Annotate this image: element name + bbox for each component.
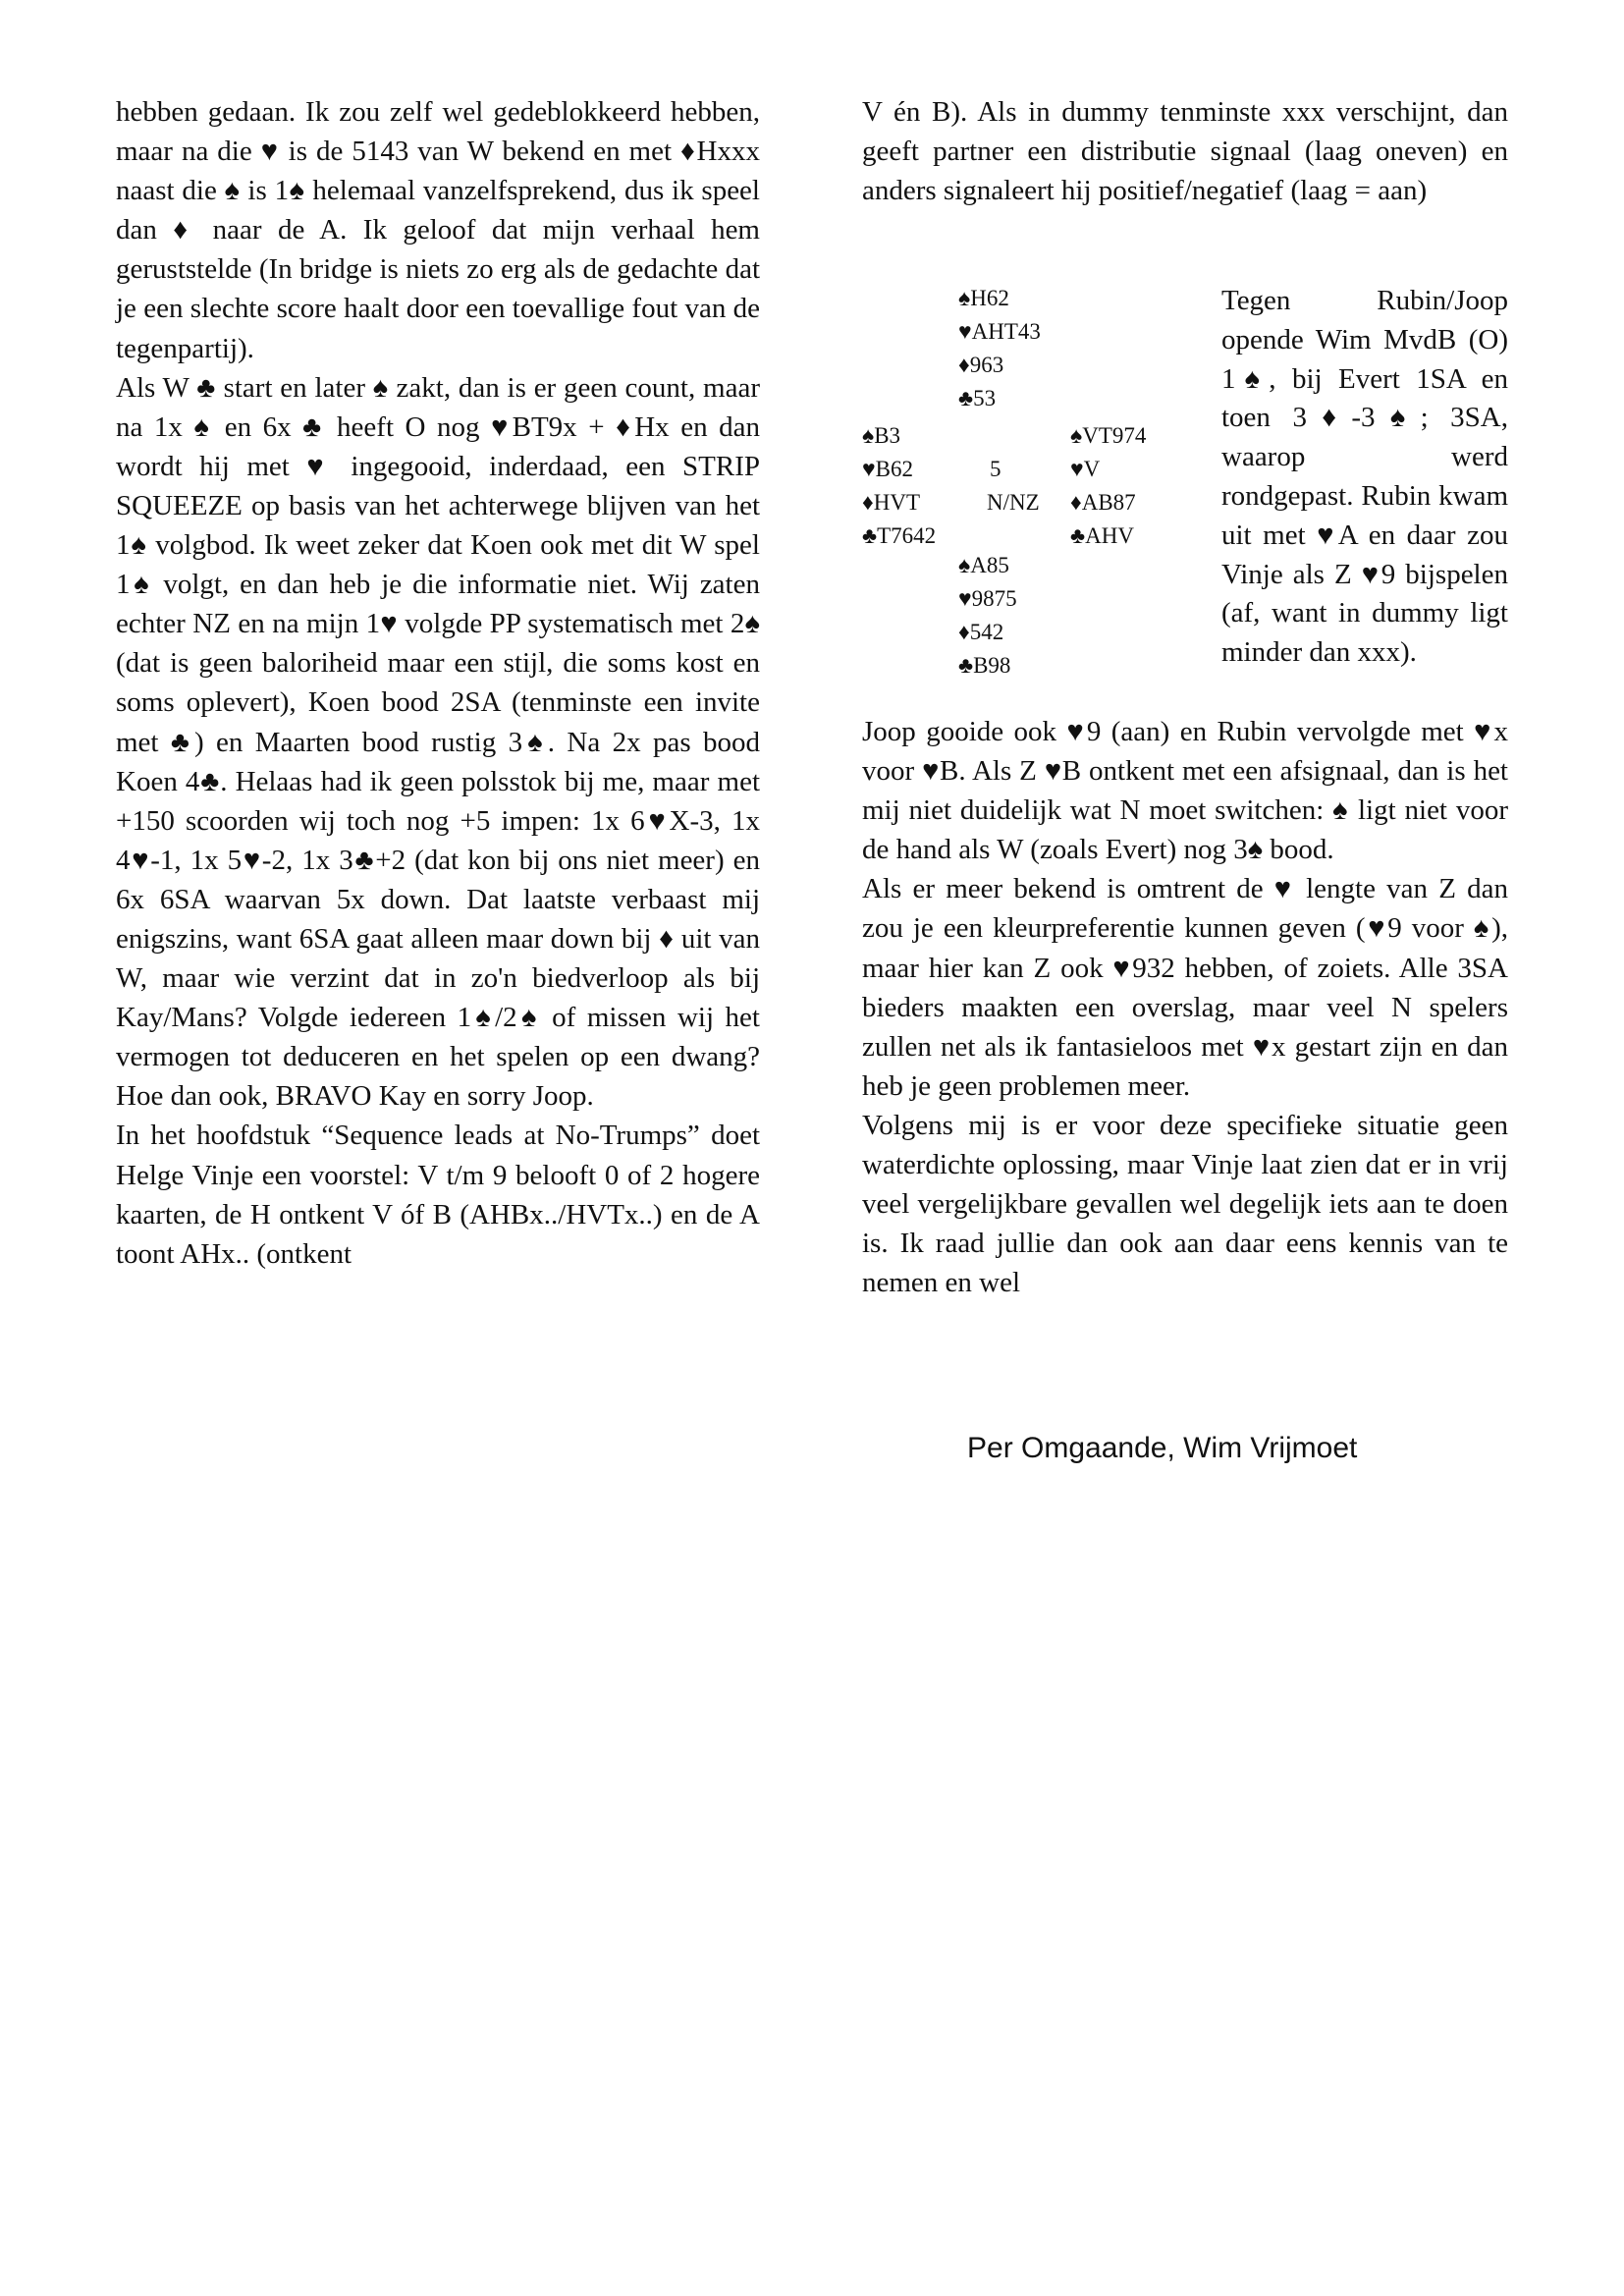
east-spades: ♠VT974 [1070,423,1147,448]
author-signature: Per Omgaande, Wim Vrijmoet [967,1432,1358,1464]
north-spades: ♠H62 [958,286,1009,310]
east-diamonds: ♦AB87 [1070,490,1136,515]
board-number: 5 [990,457,1001,481]
south-clubs: ♣B98 [958,653,1011,678]
paragraph: Als er meer bekend is omtrent de ♥ lengte van Z dan zou je een kleurpreferentie kunnen geven (♥9 voor ♠), maar hier kan Z ook ♥932 hebben, of zoiets. Alle 3SA bieders maakten een overslag, maar veel N spelers zullen net als ik fantasieloos met ♥x gestart zijn en dan heb je geen problemen meer. [862,873,1508,1102]
west-hand [862,419,936,553]
south-spades: ♠A85 [958,553,1009,577]
south-diamonds: ♦542 [958,620,1004,644]
paragraph: In het hoofdstuk “Sequence leads at No-Trumps” doet Helge Vinje een voorstel: V t/m 9 belooft 0 of 2 hogere kaarten, de H ontkent V óf B (AHBx../HVTx..) en de A toont AHx.. (ontkent [116,1120,760,1270]
paragraph: hebben gedaan. Ik zou zelf wel gedeblokkeerd hebben, maar na die ♥ is de 5143 van W bekend en met ♦Hxxx naast die ♠ is 1♠ helemaal vanzelfsprekend, dus ik speel dan ♦ naar de A. Ik geloof dat mijn verhaal hem geruststelde (In bridge is niets zo erg als de gedachte dat je een slechte score haalt door een toevallige fout van de tegenpartij). [116,96,760,364]
west-hearts: ♥B62 [862,457,913,481]
east-hand [1070,419,1146,553]
north-hand [958,282,1041,415]
right-column-intro [862,92,1508,210]
west-spades: ♠B3 [862,423,901,448]
paragraph: Tegen Rubin/Joop opende Wim MvdB (O) 1♠, bij Evert 1SA en toen 3♦-3♠; 3SA, waarop werd rondgepast. Rubin kwam uit met ♥A en daar zou Vinje als Z ♥9 bijspelen (af, want in dummy ligt minder dan xxx). [1221,285,1508,669]
north-diamonds: ♦963 [958,353,1004,377]
bridge-deal-diagram [862,282,1235,699]
paragraph: Joop gooide ook ♥9 (aan) en Rubin vervolgde met ♥x voor ♥B. Als Z ♥B ontkent met een afsignaal, dan is het mij niet duidelijk wat N moet switchen: ♠ ligt niet voor de hand als W (zoals Evert) nog 3♠ bood. [862,716,1508,866]
south-hearts: ♥9875 [958,586,1017,611]
east-clubs: ♣AHV [1070,523,1134,548]
east-hearts: ♥V [1070,457,1101,481]
north-clubs: ♣53 [958,386,997,410]
west-diamonds: ♦HVT [862,490,921,515]
paragraph: Volgens mij is er voor deze specifieke situatie geen waterdichte oplossing, maar Vinje laat zien dat er in vrij veel vergelijkbare gevallen wel degelijk iets aan te doen is. Ik raad jullie dan ook aan daar eens kennis van te nemen en wel [862,1109,1508,1299]
paragraph: Als W ♣ start en later ♠ zakt, dan is er geen count, maar na 1x ♠ en 6x ♣ heeft O nog ♥BT9x + ♦Hx en dan wordt hij met ♥ ingegooid, inderdaad, een STRIP SQUEEZE op basis van het achterwege blijven van het 1♠ volgbod. Ik weet zeker dat Koen ook met dit W spel 1♠ volgt, en dan heb je die informatie niet. Wij zaten echter NZ en na mijn 1♥ volgde PP systematisch met 2♠ (dat is geen baloriheid maar een stijl, die soms kost en soms oplevert), Koen bood 2SA (tenminste een invite met ♣) en Maarten bood rustig 3♠. Na 2x pas bood Koen 4♣. Helaas had ik geen polsstok bij me, maar met +150 scoorden wij toch nog +5 impen: 1x 6♥X-3, 1x 4♥-1, 1x 5♥-2, 1x 3♣+2 (dat kon bij ons niet meer) en 6x 6SA waarvan 5x down. Dat laatste verbaast mij enigszins, want 6SA gaat alleen maar down bij ♦ uit van W, maar wie verzint dat in zo'n biedverloop als bij Kay/Mans? Volgde iedereen 1♠/2♠ of missen wij het vermogen tot deduceren en het spelen op een dwang? Hoe dan ook, BRAVO Kay en sorry Joop. [116,371,760,1113]
south-hand [958,549,1017,683]
north-hearts: ♥AHT43 [958,319,1041,344]
diagram-side-text [1221,282,1508,673]
left-column [116,92,760,1274]
paragraph: V én B). Als in dummy tenminste xxx verschijnt, dan geeft partner een distributie signaal (laag oneven) en anders signaleert hij positief/negatief (laag = aan) [862,96,1508,207]
west-clubs: ♣T7642 [862,523,937,548]
vulnerability: N/NZ [987,490,1040,515]
right-column-body [862,712,1508,1302]
